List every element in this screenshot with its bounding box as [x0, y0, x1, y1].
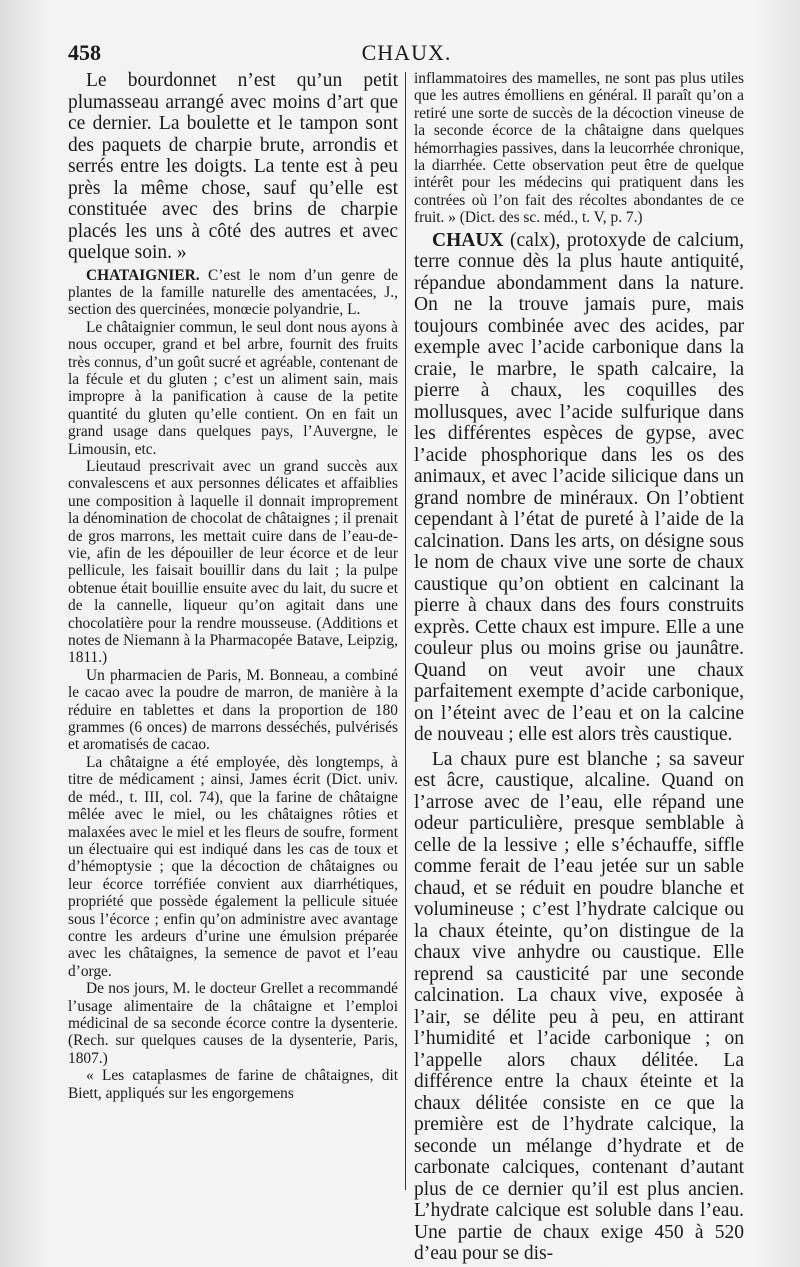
paragraph-bonneau: Un pharmacien de Paris, M. Bonneau, a combiné le cacao avec la poudre de marron, de manière à la réduire en tablettes et dans la proportion de 180 grammes (6 onces) de marrons desséchés, pulvérisés et aromatisés de cacao.	[68, 666, 398, 754]
paragraph-james: La châtaigne a été employée, dès longtemps, à titre de médicament ; ainsi, James écrit (Dict. univ. de méd., t. III, col. 74), que la farine de châtaigne mêlée avec le miel, ou les châtaignes rôties et malaxées avec le miel et les fleurs de soufre, forment un électuaire qui est indiqué dans les cas de toux et d’hémoptysie ; que la décoction de châtaignes ou leur écorce torréfiée convient aux diarrhétiques, propriété que possède également la pellicule située sous l’écorce ; enfin qu’on administre avec avantage contre les ardeurs d’urine une émulsion préparée avec les châtaignes, la semence de pavot et l’eau d’orge.	[68, 753, 398, 980]
entry-headword: CHATAIGNIER.	[86, 266, 200, 284]
paragraph-lieutaud: Lieutaud prescrivait avec un grand succès aux convalescens et aux personnes délicates et affaiblies une composition à laquelle il donnait improprement la dénomination de chocolat de châtaignes ; il prenait de gros marrons, les mettait cuire dans de l’eau-de-vie, afin de les dépouiller de leur écorce et de leur pellicule, les faisait bouillir dans du lait ; la pulpe obtenue était bouillie ensuite avec du lait, du sucre et de la cannelle, liqueur qu’on agitait dans une chocolatière pour la rendre mousseuse. (Additions et notes de Niemann à la Pharmacopée Batave, Leipzig, 1811.)	[68, 457, 398, 667]
right-column	[414, 70, 744, 1265]
paragraph-chaux-pure: La chaux pure est blanche ; sa saveur est âcre, caustique, alcaline. Quand on l’arrose avec de l’eau, elle répand une odeur particulière, presque semblable à celle de la lessive ; elle s’échauffe, siffle comme ferait de l’eau jetée sur un sable chaud, et se réduit en poudre blanche et volumineuse ; c’est l’hydrate calcique ou la chaux éteinte, qu’on distingue de la chaux vive anhydre ou caustique. Elle reprend sa causticité par une seconde calcination. La chaux vive, exposée à l’air, se délite peu à peu, en attirant l’humidité et l’acide carbonique ; on l’appelle alors chaux délitée. La différence entre la chaux éteinte et la chaux délitée consiste en ce que la première est de l’hydrate calcique, la seconde un mélange d’hydrate et de carbonate calciques, contenant d’autant plus de ce dernier qu’il est plus ancien. L’hydrate calcique est soluble dans l’eau. Une partie de chaux exige 450 à 520 d’eau pour se dis-	[414, 748, 744, 1265]
page-header	[68, 40, 745, 68]
chataignier-entry	[68, 267, 398, 319]
page-number: 458	[68, 40, 101, 65]
entry-definition: C’est le nom d’un genre de plantes de la famille naturelle des amentacées, J., section des quercinées, monœcie polyandrie, L.	[68, 266, 398, 319]
paragraph-continuation: inflammatoires des mamelles, ne sont pas plus utiles que les autres émolliens en général. Il paraît qu’on a retiré une sorte de succès de la décoction vineuse de la seconde écorce de la châtaigne dans quelques hémorrhagies passives, dans la leucorrhée chronique, la diarrhée. Cette observation peut être de quelque intérêt pour les médecins qui pratiquent dans les contrées où l’on fait des récoltes abondantes de ce fruit. » (Dict. des sc. méd., t. V, p. 7.)	[414, 70, 744, 227]
paragraph-grellet: De nos jours, M. le docteur Grellet a recommandé l’usage alimentaire de la châtaigne et l’emploi médicinal de sa seconde écorce contre la dysenterie. (Rech. sur quelques causes de la dysenterie, Paris, 1807.)	[68, 980, 398, 1067]
paragraph-biett: « Les cataplasmes de farine de châtaignes, dit Biett, appliqués sur les engorgemens	[68, 1067, 398, 1102]
running-head: CHAUX.	[361, 40, 452, 65]
chaux-entry	[414, 230, 744, 746]
column-divider	[405, 72, 406, 1190]
left-column	[68, 70, 398, 1102]
paragraph-chataignier-commun: Le châtaignier commun, le seul dont nous ayons à nous occuper, grand et bel arbre, fournit des fruits très connus, d’un goût sucré et agréable, contenant de la fécule et du gluten ; c’est un aliment sain, mais impropre à la panification à cause de la petite quantité du gluten qu’elle contient. On en fait un grand usage dans quelques pays, l’Auvergne, le Limousin, etc.	[68, 318, 398, 458]
entry-headword: CHAUX	[432, 229, 504, 251]
bandage-paragraph: Le bourdonnet n’est qu’un petit plumasseau arrangé avec moins d’art que ce dernier. La boulette et le tampon sont des paquets de charpie brute, arrondis et serrés entre les doigts. La tente est à peu près la même chose, sauf qu’elle est constituée avec des brins de charpie placés les uns à côté des autres et avec quelque soin. »	[68, 70, 398, 263]
entry-definition: (calx), protoxyde de calcium, terre connue dès la plus haute antiquité, répandue abondamment dans la nature. On ne la trouve jamais pure, mais toujours combinée avec des acides, par exemple avec l’acide carbonique dans la craie, le marbre, le spath calcaire, la pierre à chaux, les coquilles des mollusques, avec l’acide sulfurique dans les différentes espèces de gypse, avec l’acide phosphorique dans les os des animaux, et avec l’acide silicique dans un grand nombre de minéraux. On l’obtient cependant à l’état de pureté à l’aide de la calcination. Dans les arts, on désigne sous le nom de chaux vive une sorte de chaux caustique qu’on obtient en calcinant la pierre à chaux dans des fours construits exprès. Cette chaux est impure. Elle a une couleur plus ou moins grise ou jaunâtre. Quand on veut avoir une chaux parfaitement exempte d’acide carbonique, on l’éteint avec de l’eau et on la calcine de nouveau ; elle est alors très caustique.	[414, 229, 744, 746]
